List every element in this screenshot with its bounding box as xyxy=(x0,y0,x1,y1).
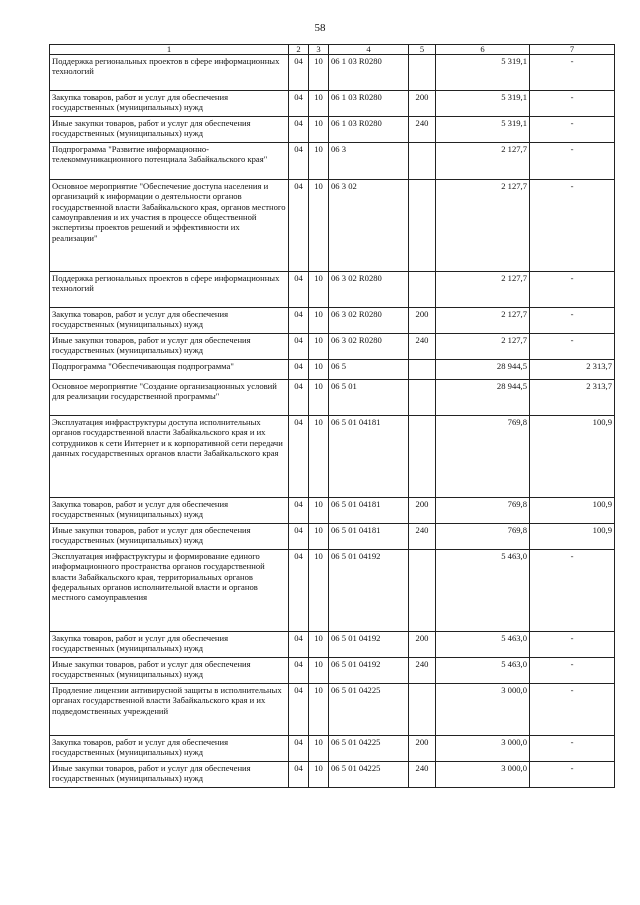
table-row xyxy=(50,632,615,658)
amount-2020: - xyxy=(530,180,615,272)
target-article-code: 06 5 01 04181 xyxy=(329,498,409,524)
section-code: 04 xyxy=(289,762,309,788)
target-article-code: 06 1 03 R0280 xyxy=(329,55,409,91)
amount-2020: - xyxy=(530,117,615,143)
expense-type-code xyxy=(409,143,436,180)
expense-type-code: 200 xyxy=(409,736,436,762)
section-code: 04 xyxy=(289,632,309,658)
amount-2019: 28 944,5 xyxy=(436,360,530,380)
section-code: 04 xyxy=(289,360,309,380)
header-cell: 5 xyxy=(409,45,436,55)
subsection-code: 10 xyxy=(309,360,329,380)
target-article-code: 06 1 03 R0280 xyxy=(329,91,409,117)
subsection-code: 10 xyxy=(309,416,329,498)
amount-2019: 5 319,1 xyxy=(436,117,530,143)
target-article-code: 06 3 02 R0280 xyxy=(329,334,409,360)
target-article-code: 06 5 xyxy=(329,360,409,380)
amount-2020: - xyxy=(530,658,615,684)
subsection-code: 10 xyxy=(309,684,329,736)
subsection-code: 10 xyxy=(309,117,329,143)
amount-2020: - xyxy=(530,143,615,180)
table-row xyxy=(50,380,615,416)
amount-2019: 3 000,0 xyxy=(436,684,530,736)
section-code: 04 xyxy=(289,658,309,684)
target-article-code: 06 5 01 04192 xyxy=(329,550,409,632)
expense-type-code: 200 xyxy=(409,632,436,658)
row-name: Иные закупки товаров, работ и услуг для обеспечения государственных (муниципальных) нужд xyxy=(50,524,289,550)
target-article-code: 06 5 01 04192 xyxy=(329,632,409,658)
expense-type-code: 240 xyxy=(409,658,436,684)
row-name: Закупка товаров, работ и услуг для обеспечения государственных (муниципальных) нужд xyxy=(50,498,289,524)
target-article-code: 06 5 01 04192 xyxy=(329,658,409,684)
table-row xyxy=(50,524,615,550)
subsection-code: 10 xyxy=(309,380,329,416)
table-row xyxy=(50,117,615,143)
expense-type-code: 240 xyxy=(409,762,436,788)
row-name: Основное мероприятие "Создание организационных условий для реализации государственной программы" xyxy=(50,380,289,416)
row-name: Поддержка региональных проектов в сфере информационных технологий xyxy=(50,272,289,308)
subsection-code: 10 xyxy=(309,550,329,632)
subsection-code: 10 xyxy=(309,498,329,524)
expense-type-code xyxy=(409,55,436,91)
table-row xyxy=(50,272,615,308)
amount-2020: - xyxy=(530,632,615,658)
header-cell: 2 xyxy=(289,45,309,55)
amount-2019: 769,8 xyxy=(436,498,530,524)
row-name: Продление лицензии антивирусной защиты в исполнительных органах государственной власти Забайкальского края и их подведомственных учреждений xyxy=(50,684,289,736)
target-article-code: 06 5 01 04225 xyxy=(329,762,409,788)
amount-2020: - xyxy=(530,684,615,736)
header-cell: 6 xyxy=(436,45,530,55)
expense-type-code xyxy=(409,360,436,380)
target-article-code: 06 3 02 R0280 xyxy=(329,308,409,334)
amount-2019: 3 000,0 xyxy=(436,762,530,788)
amount-2020: - xyxy=(530,55,615,91)
amount-2019: 2 127,7 xyxy=(436,308,530,334)
row-name: Иные закупки товаров, работ и услуг для обеспечения государственных (муниципальных) нужд xyxy=(50,117,289,143)
amount-2019: 2 127,7 xyxy=(436,143,530,180)
amount-2019: 3 000,0 xyxy=(436,736,530,762)
amount-2020: - xyxy=(530,736,615,762)
amount-2019: 2 127,7 xyxy=(436,180,530,272)
amount-2020: 2 313,7 xyxy=(530,380,615,416)
section-code: 04 xyxy=(289,684,309,736)
amount-2019: 5 463,0 xyxy=(436,632,530,658)
amount-2020: - xyxy=(530,762,615,788)
row-name: Основное мероприятие "Обеспечение доступа населения и организаций к информации о деятельности органов государственной власти Забайкальского края, органов местного самоуправления и их участия в процессе общественной экспертизы проектов решений и эффективности их реализации" xyxy=(50,180,289,272)
row-name: Закупка товаров, работ и услуг для обеспечения государственных (муниципальных) нужд xyxy=(50,632,289,658)
amount-2019: 769,8 xyxy=(436,524,530,550)
row-name: Иные закупки товаров, работ и услуг для обеспечения государственных (муниципальных) нужд xyxy=(50,658,289,684)
row-name: Эксплуатация инфраструктуры и формирование единого информационного пространства органов государственной власти Забайкальского края, территориальных органов федеральных органов исполнительной власти и органов местного самоуправления xyxy=(50,550,289,632)
section-code: 04 xyxy=(289,308,309,334)
table-row xyxy=(50,55,615,91)
subsection-code: 10 xyxy=(309,55,329,91)
header-cell: 4 xyxy=(329,45,409,55)
subsection-code: 10 xyxy=(309,524,329,550)
section-code: 04 xyxy=(289,736,309,762)
expense-type-code xyxy=(409,416,436,498)
expense-type-code: 240 xyxy=(409,524,436,550)
table-row xyxy=(50,550,615,632)
amount-2019: 28 944,5 xyxy=(436,380,530,416)
target-article-code: 06 5 01 xyxy=(329,380,409,416)
header-cell: 3 xyxy=(309,45,329,55)
section-code: 04 xyxy=(289,117,309,143)
table-row xyxy=(50,360,615,380)
row-name: Закупка товаров, работ и услуг для обеспечения государственных (муниципальных) нужд xyxy=(50,308,289,334)
subsection-code: 10 xyxy=(309,272,329,308)
table-row xyxy=(50,684,615,736)
table-row xyxy=(50,91,615,117)
section-code: 04 xyxy=(289,334,309,360)
header-cell: 7 xyxy=(530,45,615,55)
expense-type-code xyxy=(409,550,436,632)
expense-type-code xyxy=(409,272,436,308)
row-name: Иные закупки товаров, работ и услуг для обеспечения государственных (муниципальных) нужд xyxy=(50,762,289,788)
subsection-code: 10 xyxy=(309,308,329,334)
amount-2020: 100,9 xyxy=(530,498,615,524)
section-code: 04 xyxy=(289,416,309,498)
section-code: 04 xyxy=(289,272,309,308)
row-name: Закупка товаров, работ и услуг для обеспечения государственных (муниципальных) нужд xyxy=(50,91,289,117)
row-name: Подпрограмма "Развитие информационно-телекоммуникационного потенциала Забайкальского края" xyxy=(50,143,289,180)
subsection-code: 10 xyxy=(309,334,329,360)
subsection-code: 10 xyxy=(309,143,329,180)
subsection-code: 10 xyxy=(309,180,329,272)
amount-2019: 5 463,0 xyxy=(436,658,530,684)
table-row xyxy=(50,498,615,524)
target-article-code: 06 5 01 04225 xyxy=(329,684,409,736)
row-name: Закупка товаров, работ и услуг для обеспечения государственных (муниципальных) нужд xyxy=(50,736,289,762)
expense-type-code: 200 xyxy=(409,308,436,334)
amount-2019: 5 319,1 xyxy=(436,55,530,91)
amount-2020: 100,9 xyxy=(530,524,615,550)
header-cell: 1 xyxy=(50,45,289,55)
section-code: 04 xyxy=(289,498,309,524)
amount-2020: - xyxy=(530,308,615,334)
subsection-code: 10 xyxy=(309,658,329,684)
table-row xyxy=(50,736,615,762)
expense-type-code: 240 xyxy=(409,117,436,143)
subsection-code: 10 xyxy=(309,91,329,117)
table-row xyxy=(50,308,615,334)
budget-table xyxy=(49,44,615,788)
expense-type-code xyxy=(409,684,436,736)
section-code: 04 xyxy=(289,380,309,416)
target-article-code: 06 3 xyxy=(329,143,409,180)
subsection-code: 10 xyxy=(309,736,329,762)
table-row xyxy=(50,180,615,272)
target-article-code: 06 1 03 R0280 xyxy=(329,117,409,143)
expense-type-code xyxy=(409,180,436,272)
table-row xyxy=(50,334,615,360)
row-name: Эксплуатация инфраструктуры доступа исполнительных органов государственной власти Забайкальского края и их сотрудников к сети Интернет и к корпоративной сети передачи данных государственных органов власти Забайкальского края xyxy=(50,416,289,498)
amount-2020: - xyxy=(530,272,615,308)
table-row xyxy=(50,658,615,684)
section-code: 04 xyxy=(289,550,309,632)
target-article-code: 06 5 01 04181 xyxy=(329,416,409,498)
row-name: Иные закупки товаров, работ и услуг для обеспечения государственных (муниципальных) нужд xyxy=(50,334,289,360)
amount-2019: 769,8 xyxy=(436,416,530,498)
amount-2019: 2 127,7 xyxy=(436,334,530,360)
target-article-code: 06 3 02 R0280 xyxy=(329,272,409,308)
page-number: 58 xyxy=(314,22,326,34)
section-code: 04 xyxy=(289,180,309,272)
subsection-code: 10 xyxy=(309,762,329,788)
target-article-code: 06 5 01 04181 xyxy=(329,524,409,550)
table-row xyxy=(50,143,615,180)
row-name: Подпрограмма "Обеспечивающая подпрограмма" xyxy=(50,360,289,380)
table-row xyxy=(50,762,615,788)
subsection-code: 10 xyxy=(309,632,329,658)
amount-2019: 5 319,1 xyxy=(436,91,530,117)
amount-2020: 2 313,7 xyxy=(530,360,615,380)
section-code: 04 xyxy=(289,91,309,117)
amount-2020: - xyxy=(530,550,615,632)
row-name: Поддержка региональных проектов в сфере информационных технологий xyxy=(50,55,289,91)
section-code: 04 xyxy=(289,524,309,550)
expense-type-code: 240 xyxy=(409,334,436,360)
section-code: 04 xyxy=(289,143,309,180)
section-code: 04 xyxy=(289,55,309,91)
expense-type-code xyxy=(409,380,436,416)
target-article-code: 06 5 01 04225 xyxy=(329,736,409,762)
table-row xyxy=(50,416,615,498)
amount-2019: 5 463,0 xyxy=(436,550,530,632)
amount-2020: - xyxy=(530,334,615,360)
expense-type-code: 200 xyxy=(409,498,436,524)
amount-2019: 2 127,7 xyxy=(436,272,530,308)
header-row xyxy=(50,45,615,55)
expense-type-code: 200 xyxy=(409,91,436,117)
amount-2020: - xyxy=(530,91,615,117)
target-article-code: 06 3 02 xyxy=(329,180,409,272)
amount-2020: 100,9 xyxy=(530,416,615,498)
